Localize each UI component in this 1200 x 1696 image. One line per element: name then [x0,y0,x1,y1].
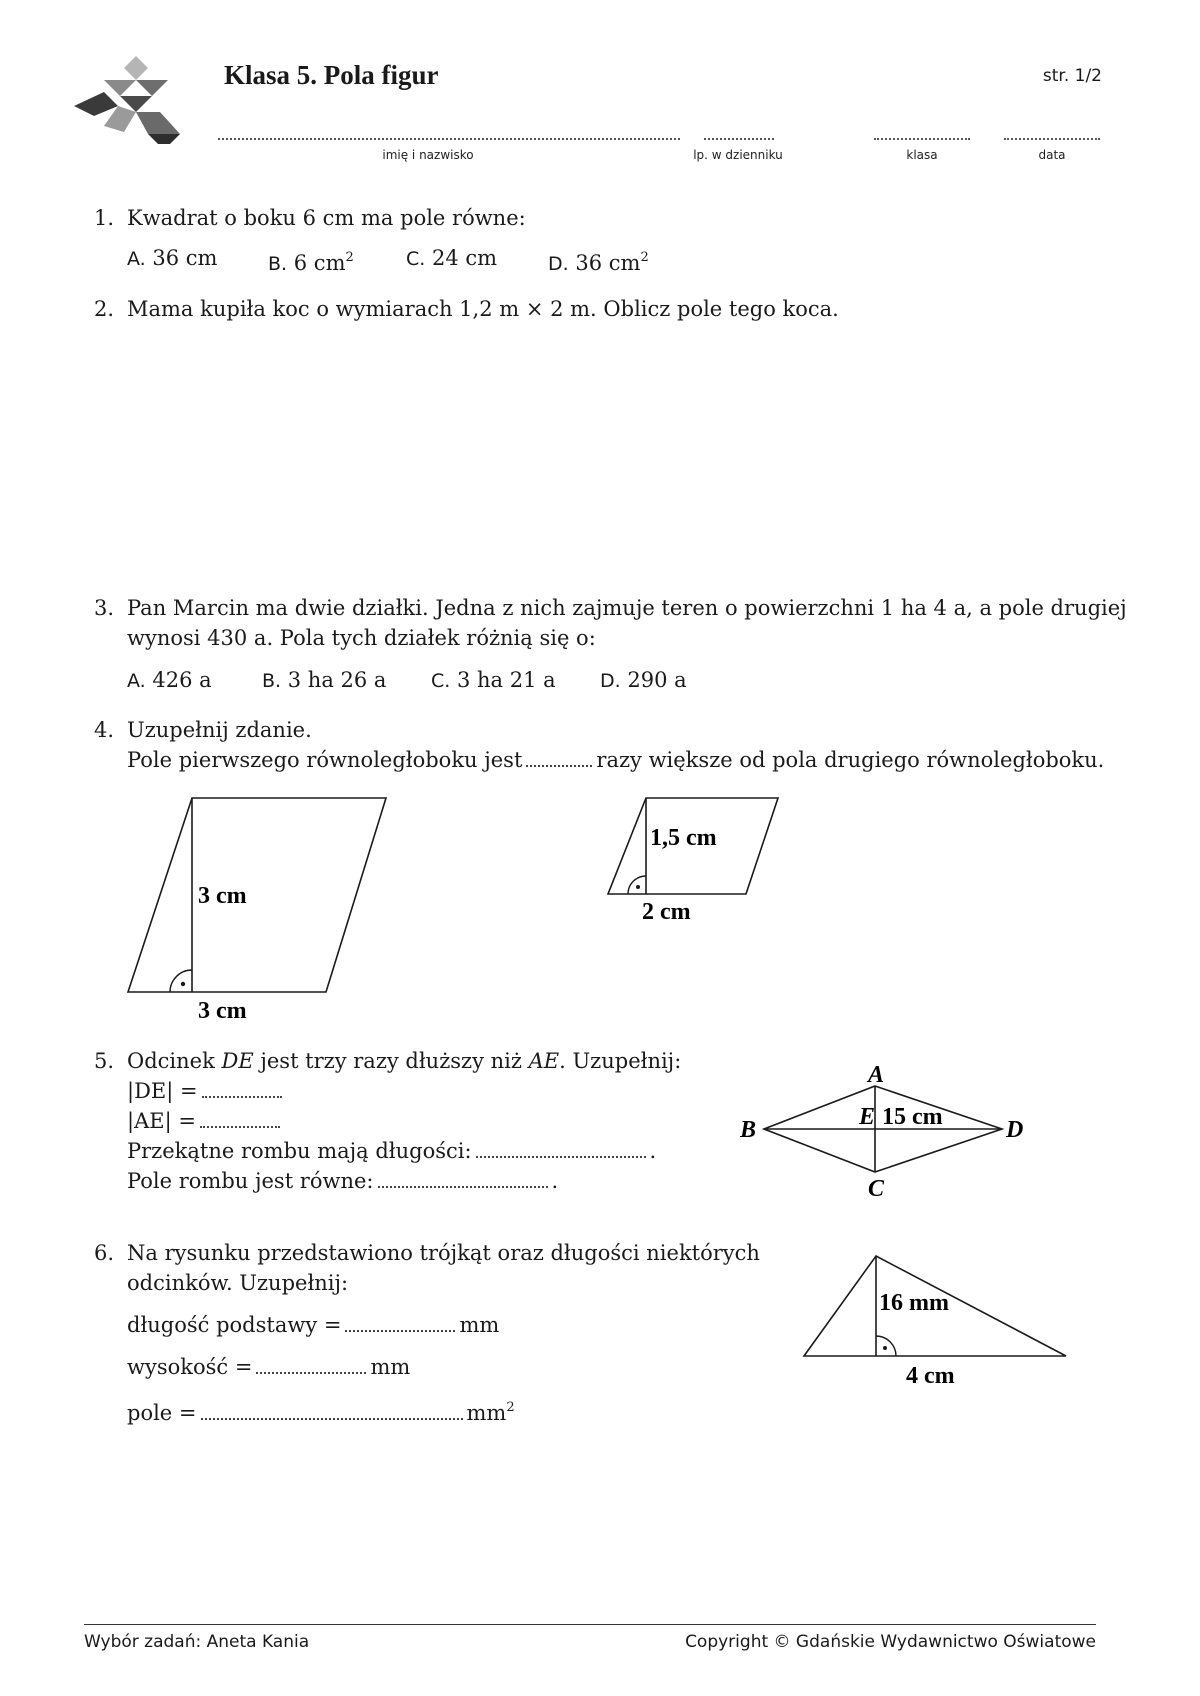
ratio-blank[interactable] [526,765,592,767]
option-a[interactable]: A. 426 a [127,668,212,692]
parallelogram-2-base-label: 2 cm [642,899,691,925]
number-field[interactable] [704,138,774,140]
parallelogram-2-height-label: 1,5 cm [650,825,717,851]
question-5 [0,1046,760,1196]
vertex-b-label: B [740,1117,757,1143]
question-text-line-2: odcinków. Uzupełnij: [127,1271,349,1295]
triangle-height-label: 16 mm [879,1290,949,1316]
question-number: 5. [94,1049,115,1073]
ae-length-row: |AE| = [127,1106,284,1136]
rhombus-figure [740,1062,1040,1212]
number-field-label: lp. w dzienniku [693,148,783,162]
vertex-d-label: D [1006,1117,1024,1143]
diagonals-blank[interactable] [476,1156,646,1158]
option-d[interactable]: D. 290 a [600,668,687,692]
date-field[interactable] [1004,138,1100,140]
question-2 [0,294,1200,326]
question-number: 6. [94,1241,115,1265]
option-a[interactable]: A. 36 cm [127,246,218,270]
parallelogram-1-figure [120,790,400,1030]
diagonals-row: Przekątne rombu mają długości: . [127,1139,657,1163]
class-field[interactable] [874,138,970,140]
question-text-line-2: Pole pierwszego równoległoboku jest razy większe od pola drugiego równoległoboku. [127,748,1105,772]
option-b[interactable]: B. 3 ha 26 a [262,668,387,692]
publisher-logo [74,56,184,148]
question-3 [0,593,1200,703]
rhombus-area-row: Pole rombu jest równe: . [127,1169,559,1193]
base-length-row: długość podstawy = mm [127,1313,500,1337]
vertex-c-label: C [868,1176,885,1202]
footer-divider [84,1624,1096,1625]
question-text: Kwadrat o boku 6 cm ma pole równe: [127,206,526,230]
question-text-line-1: Na rysunku przedstawiono trójkąt oraz długości niektórych [127,1241,760,1265]
name-field[interactable] [218,138,680,140]
question-text-line-1: Uzupełnij zdanie. [127,718,312,742]
question-number: 3. [94,596,115,620]
question-4 [0,715,1200,785]
parallelogram-1-height-label: 3 cm [198,883,247,909]
question-text-line-2: wynosi 430 a. Pola tych działek różnią się o: [127,626,596,650]
footer-copyright: Copyright © Gdańskie Wydawnictwo Oświatowe [685,1632,1096,1652]
answer-space[interactable] [127,330,1087,580]
question-number: 2. [94,297,115,321]
rhombus-area-blank[interactable] [378,1186,548,1188]
height-row: wysokość = mm [127,1355,411,1379]
question-number: 1. [94,206,115,230]
triangle-figure [800,1250,1070,1395]
segment-ed-length-label: 15 cm [882,1104,943,1130]
triangle-area-row: pole = $mm^2$ [127,1400,515,1425]
name-field-label: imię i nazwisko [382,148,474,162]
de-length-row: |DE| = [127,1076,286,1106]
question-1 [0,203,1200,283]
base-length-blank[interactable] [345,1330,455,1332]
parallelogram-1-base-label: 3 cm [198,998,247,1024]
height-blank[interactable] [256,1372,366,1374]
page-number: str. 1/2 [1042,66,1102,86]
option-c[interactable]: C. 24 cm [406,246,498,270]
triangle-area-blank[interactable] [201,1418,463,1420]
class-field-label: klasa [906,148,938,162]
vertex-a-label: A [868,1062,885,1088]
option-d[interactable]: D. 36 $cm^2$ [548,250,649,275]
ae-length-blank[interactable] [200,1126,280,1128]
parallelogram-2-figure [600,790,790,930]
question-6 [0,1238,780,1425]
question-text-line-1: Odcinek DE jest trzy razy dłuższy niż AE. Uzupełnij: [127,1049,682,1073]
triangle-base-label: 4 cm [906,1363,955,1389]
question-number: 4. [94,718,115,742]
option-c[interactable]: C. 3 ha 21 a [431,668,556,692]
de-length-blank[interactable] [202,1096,282,1098]
page-title: Klasa 5. Pola figur [224,60,439,90]
point-e-label: E [859,1104,876,1130]
date-field-label: data [1038,148,1066,162]
question-text: Mama kupiła koc o wymiarach 1,2 m × 2 m. Oblicz pole tego koca. [127,297,839,321]
footer-author: Wybór zadań: Aneta Kania [84,1632,310,1652]
option-b[interactable]: B. 6 $cm^2$ [268,250,354,275]
question-text-line-1: Pan Marcin ma dwie działki. Jedna z nich zajmuje teren o powierzchni 1 ha 4 a, a pole drugiej [127,596,1127,620]
